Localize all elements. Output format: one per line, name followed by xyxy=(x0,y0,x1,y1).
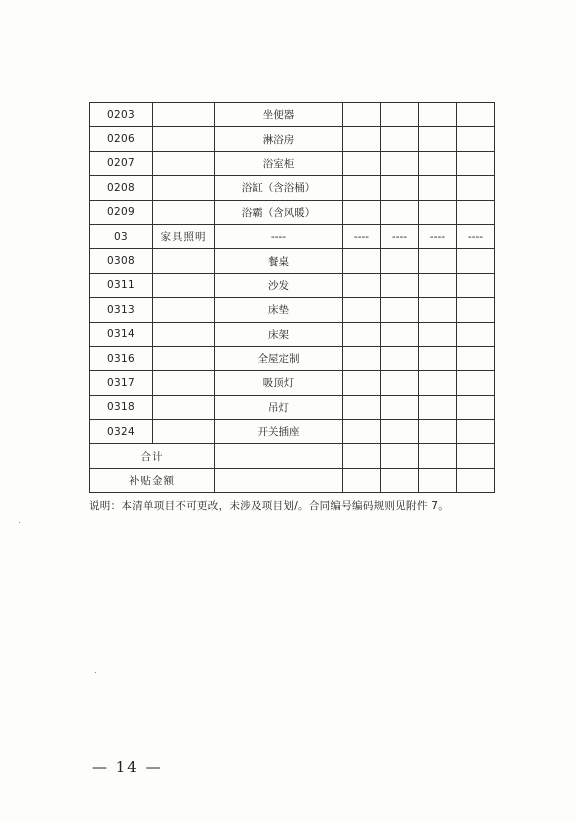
value-cell xyxy=(343,200,381,224)
value-cell xyxy=(381,420,419,444)
value-cell: ---- xyxy=(457,224,495,248)
value-cell xyxy=(419,346,457,370)
value-cell xyxy=(215,444,343,468)
value-cell xyxy=(343,444,381,468)
category-cell xyxy=(153,298,215,322)
scan-speck xyxy=(19,522,20,523)
value-cell xyxy=(381,298,419,322)
value-cell xyxy=(419,371,457,395)
value-cell xyxy=(457,200,495,224)
item-code-cell: 0324 xyxy=(90,420,153,444)
value-cell xyxy=(457,322,495,346)
item-code-cell: 0209 xyxy=(90,200,153,224)
value-cell xyxy=(343,371,381,395)
table-row xyxy=(90,224,495,248)
value-cell xyxy=(457,103,495,127)
item-name-cell: 全屋定制 xyxy=(215,346,343,370)
value-cell xyxy=(457,298,495,322)
value-cell: ---- xyxy=(419,224,457,248)
category-cell xyxy=(153,420,215,444)
value-cell xyxy=(419,103,457,127)
subsidy-label: 补贴金额 xyxy=(90,468,215,492)
value-cell xyxy=(381,371,419,395)
table-row xyxy=(90,103,495,127)
item-name-cell: 浴霸（含风暖） xyxy=(215,200,343,224)
table-row xyxy=(90,200,495,224)
value-cell xyxy=(381,176,419,200)
value-cell xyxy=(381,200,419,224)
value-cell xyxy=(457,127,495,151)
item-name-cell: 餐桌 xyxy=(215,249,343,273)
value-cell xyxy=(457,176,495,200)
value-cell xyxy=(457,273,495,297)
value-cell xyxy=(343,127,381,151)
value-cell xyxy=(343,249,381,273)
value-cell xyxy=(381,322,419,346)
table-row xyxy=(90,151,495,175)
value-cell xyxy=(419,298,457,322)
item-name-cell: 浴室柜 xyxy=(215,151,343,175)
total-row xyxy=(90,444,495,468)
item-name-cell: 吊灯 xyxy=(215,395,343,419)
value-cell xyxy=(457,444,495,468)
value-cell xyxy=(419,273,457,297)
value-cell xyxy=(343,468,381,492)
category-cell xyxy=(153,249,215,273)
table-row xyxy=(90,249,495,273)
item-name-cell: 淋浴房 xyxy=(215,127,343,151)
value-cell xyxy=(381,468,419,492)
value-cell xyxy=(343,346,381,370)
table-row xyxy=(90,420,495,444)
total-label: 合计 xyxy=(90,444,215,468)
table-row xyxy=(90,298,495,322)
value-cell xyxy=(419,420,457,444)
category-cell xyxy=(153,346,215,370)
item-code-cell: 0316 xyxy=(90,346,153,370)
item-name-cell: 浴缸（含浴桶） xyxy=(215,176,343,200)
item-code-cell: 0203 xyxy=(90,103,153,127)
value-cell xyxy=(457,346,495,370)
category-cell xyxy=(153,273,215,297)
value-cell xyxy=(381,444,419,468)
item-code-cell: 0208 xyxy=(90,176,153,200)
value-cell xyxy=(343,176,381,200)
table-row xyxy=(90,273,495,297)
value-cell xyxy=(381,103,419,127)
item-code-cell: 0318 xyxy=(90,395,153,419)
category-cell xyxy=(153,322,215,346)
value-cell xyxy=(457,249,495,273)
explanatory-note: 说明：本清单项目不可更改，未涉及项目划/。合同编号编码规则见附件 7。 xyxy=(89,500,450,512)
table-row xyxy=(90,395,495,419)
item-code-cell: 0206 xyxy=(90,127,153,151)
item-table xyxy=(89,102,495,493)
item-code-cell: 0311 xyxy=(90,273,153,297)
table-row xyxy=(90,371,495,395)
value-cell xyxy=(419,249,457,273)
value-cell xyxy=(381,151,419,175)
value-cell xyxy=(343,322,381,346)
item-name-cell: ---- xyxy=(215,224,343,248)
value-cell xyxy=(343,273,381,297)
value-cell xyxy=(457,151,495,175)
table-row xyxy=(90,176,495,200)
item-name-cell: 床架 xyxy=(215,322,343,346)
table-row xyxy=(90,127,495,151)
page-number: — 14 — xyxy=(92,758,163,776)
item-name-cell: 床垫 xyxy=(215,298,343,322)
value-cell xyxy=(457,371,495,395)
value-cell xyxy=(419,151,457,175)
subsidy-row xyxy=(90,468,495,492)
value-cell xyxy=(419,395,457,419)
category-cell xyxy=(153,127,215,151)
item-name-cell: 坐便器 xyxy=(215,103,343,127)
category-cell xyxy=(153,151,215,175)
value-cell xyxy=(457,468,495,492)
item-code-cell: 03 xyxy=(90,224,153,248)
value-cell xyxy=(457,420,495,444)
value-cell xyxy=(343,103,381,127)
value-cell xyxy=(419,322,457,346)
item-code-cell: 0308 xyxy=(90,249,153,273)
item-code-cell: 0317 xyxy=(90,371,153,395)
category-cell xyxy=(153,103,215,127)
value-cell xyxy=(419,200,457,224)
item-name-cell: 开关插座 xyxy=(215,420,343,444)
item-code-cell: 0207 xyxy=(90,151,153,175)
item-code-cell: 0314 xyxy=(90,322,153,346)
category-cell xyxy=(153,176,215,200)
category-cell xyxy=(153,395,215,419)
category-cell: 家具照明 xyxy=(153,224,215,248)
value-cell xyxy=(215,468,343,492)
value-cell xyxy=(419,468,457,492)
item-name-cell: 吸顶灯 xyxy=(215,371,343,395)
value-cell xyxy=(343,151,381,175)
table-row xyxy=(90,322,495,346)
value-cell xyxy=(419,444,457,468)
value-cell xyxy=(381,249,419,273)
value-cell: ---- xyxy=(343,224,381,248)
value-cell xyxy=(419,127,457,151)
value-cell: ---- xyxy=(381,224,419,248)
value-cell xyxy=(457,395,495,419)
scan-speck xyxy=(95,672,96,673)
value-cell xyxy=(419,176,457,200)
category-cell xyxy=(153,200,215,224)
value-cell xyxy=(381,127,419,151)
item-name-cell: 沙发 xyxy=(215,273,343,297)
value-cell xyxy=(381,395,419,419)
value-cell xyxy=(343,395,381,419)
item-table-body xyxy=(90,103,495,493)
value-cell xyxy=(343,420,381,444)
item-code-cell: 0313 xyxy=(90,298,153,322)
value-cell xyxy=(343,298,381,322)
value-cell xyxy=(381,346,419,370)
category-cell xyxy=(153,371,215,395)
table-row xyxy=(90,346,495,370)
value-cell xyxy=(381,273,419,297)
